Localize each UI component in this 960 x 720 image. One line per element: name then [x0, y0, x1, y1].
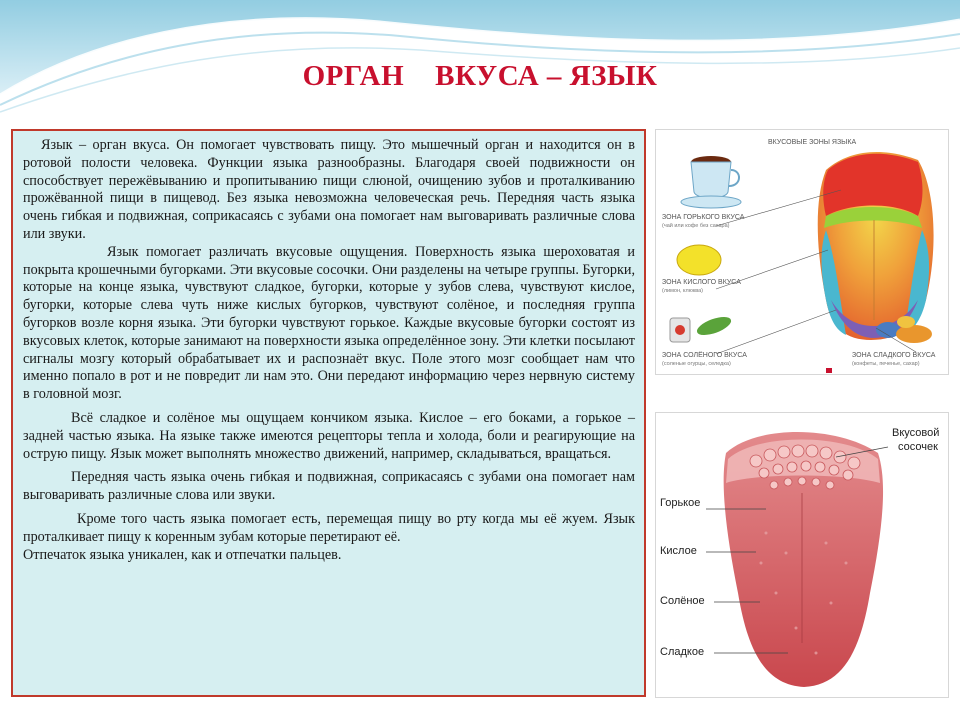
page-title: ОРГАН ВКУСА – ЯЗЫК	[302, 60, 658, 92]
paragraph-1: Язык – орган вкуса. Он помогает чувствовать пищу. Это мышечный орган и находится он в ротовой полости человека. Функции языка разнообразны. Благодаря своей подвижности он способствует пережёвыванию и пропитыванию пищи слюной, очищению зубов и проталкиванию прожёванной пищи в пищевод. Без языка невозможна человеческая речь. Передняя часть языка очень гибкая и подвижная, соприкасаясь с зубами она помогает нам выговаривать различные слова или звуки.	[23, 137, 635, 242]
tongue-anatomy-figure	[655, 412, 949, 698]
paragraph-6: Отпечаток языка уникален, как и отпечатки пальцев.	[23, 546, 342, 563]
taste-papilla-label: Вкусовой	[892, 427, 940, 439]
taste-zones-illustration	[656, 130, 949, 375]
sour-zone-examples: (лимон, клюква)	[662, 288, 704, 294]
paragraph-5: Кроме того часть языка помогает есть, перемещая пищу во рту когда мы её жуем. Язык проталкивает пищу к коренным зубам которые перетирают её.	[23, 510, 635, 545]
bitter-zone-label: ЗОНА ГОРЬКОГО ВКУСА	[662, 214, 745, 221]
sweet-label: Сладкое	[660, 646, 705, 658]
taste-zones-figure	[655, 129, 949, 375]
zones-heading: ВКУСОВЫЕ ЗОНЫ ЯЗЫКА	[768, 139, 857, 146]
sour-zone-label: ЗОНА КИСЛОГО ВКУСА	[662, 279, 741, 286]
text-panel	[11, 129, 646, 697]
salty-zone-label: ЗОНА СОЛЁНОГО ВКУСА	[662, 352, 747, 359]
sour-label: Кислое	[660, 545, 697, 557]
salty-zone-examples: (соленые огурцы, селедка)	[662, 361, 731, 367]
bitter-label: Горькое	[660, 497, 701, 509]
paragraph-4: Передняя часть языка очень гибкая и подвижная, соприкасаясь с зубами она помогает нам выговаривать различные слова или звуки.	[23, 469, 635, 504]
salty-label: Солёное	[660, 595, 705, 607]
sweet-zone-examples: (конфеты, печенье, сахар)	[852, 361, 920, 367]
paragraph-3: Всё сладкое и солёное мы ощущаем кончиком языка. Кислое – его боками, а горькое – задней частью языка. На языке также имеются рецепторы тепла и холода, боли и реагирующие на острую пищу. Язык может выполнять множество движений, например, складываться, вращаться.	[23, 409, 635, 462]
bitter-zone-examples: (чай или кофе без сахара)	[662, 223, 730, 229]
sweet-zone-label: ЗОНА СЛАДКОГО ВКУСА	[852, 352, 936, 359]
paragraph-2: Язык помогает различать вкусовые ощущения. Поверхность языка шероховатая и покрыта крошечными бугорками. Эти вкусовые сосочки. Они разделены на четыре группы. Бугорки, которые на конце языка, чувствуют сладкое, бугорки, которые у зубов слева, чувствуют кислое, бугорки, которые слева чуть ниже кислых бугорков, чувствуют солёное, и последняя группа бугорков возле корня языка. Эти бугорки чувствуют горькое. Каждые вкусовые бугорки состоят из вкусовых клеток, которые занимают на поверхности языка определённое зону. Эти клетки посылают сигналы мозгу который обрабатывает их и распознаёт вкус. Поле этого мозг сообщает нам что именно попало в рот и не повредит ли нам это. Они передают информацию через нервную систему в головной мозг.	[23, 243, 635, 403]
taste-papilla-label-2: сосочек	[898, 441, 938, 453]
